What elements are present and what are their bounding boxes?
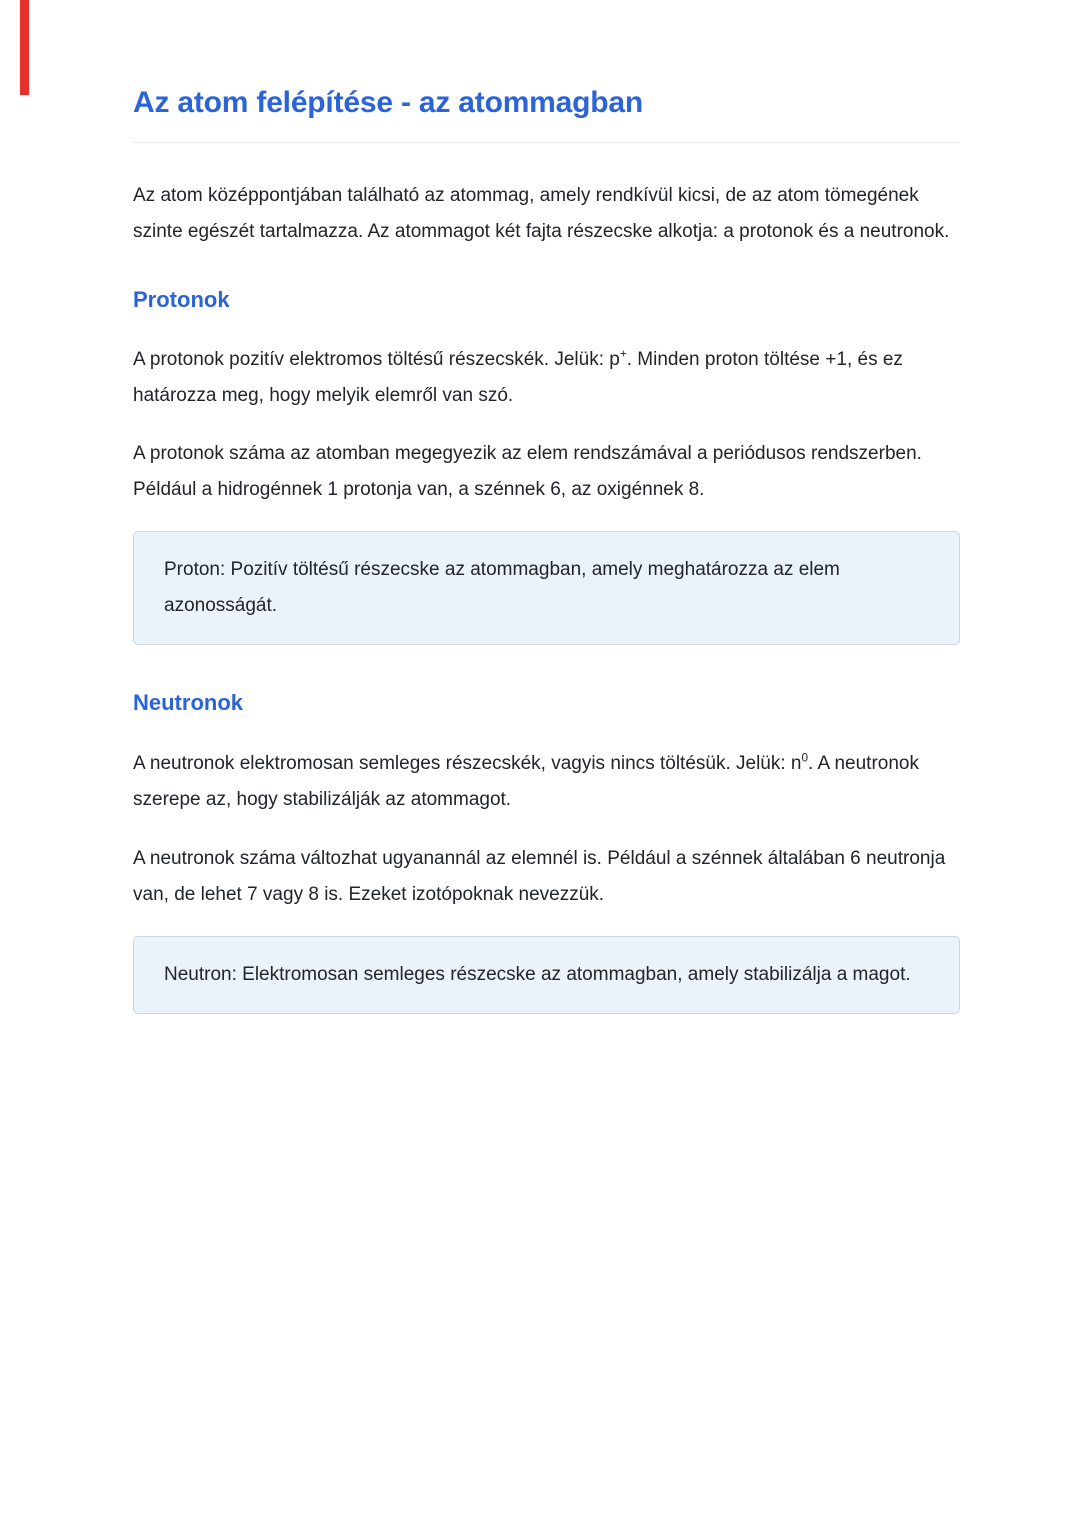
proton-charge-superscript: + [619, 347, 627, 361]
neutron-definition-callout [133, 936, 960, 1014]
protons-paragraph-1-post: . Minden proton töltése +1, és ez határozza meg, hogy melyik elemről van szó. [133, 349, 903, 406]
protons-paragraph-1-pre: A protonok pozitív elektromos töltésű részecskék. Jelük: p [133, 349, 620, 370]
intro-paragraph: Az atom középpontjában található az atommag, amely rendkívül kicsi, de az atom tömegének szinte egészét tartalmazza. Az atommagot két fajta részecske alkotja: a protonok és a neutronok. [133, 185, 950, 242]
proton-definition-callout [133, 531, 960, 645]
neutrons-paragraph-2: A neutronok száma változhat ugyanannál az elemnél is. Például a szénnek általában 6 neutronja van, de lehet 7 vagy 8 is. Ezeket izotópoknak nevezzük. [133, 848, 946, 905]
title-divider [133, 142, 960, 143]
document-content [133, 0, 960, 1014]
page-title: Az atom felépítése - az atommagban [133, 86, 643, 119]
proton-definition-text: Proton: Pozitív töltésű részecske az atommagban, amely meghatározza az elem azonosságát. [164, 559, 840, 616]
neutrons-paragraph-1 [133, 746, 960, 818]
neutron-definition-text: Neutron: Elektromosan semleges részecske az atommagban, amely stabilizálja a magot. [164, 964, 911, 985]
neutron-charge-superscript: 0 [801, 751, 809, 765]
protons-paragraph-1 [133, 342, 960, 414]
red-marker-bar [20, 0, 29, 95]
section-heading-neutrons: Neutronok [133, 690, 243, 715]
neutrons-paragraph-1-pre: A neutronok elektromosan semleges részecskék, vagyis nincs töltésük. Jelük: n [133, 753, 802, 774]
neutrons-paragraph-1-post: . A neutronok szerepe az, hogy stabilizálják az atommagot. [133, 753, 919, 810]
section-heading-protons: Protonok [133, 287, 230, 312]
protons-paragraph-2: A protonok száma az atomban megegyezik az elem rendszámával a periódusos rendszerben. Például a hidrogénnek 1 protonja van, a szénnek 6, az oxigénnek 8. [133, 443, 922, 500]
